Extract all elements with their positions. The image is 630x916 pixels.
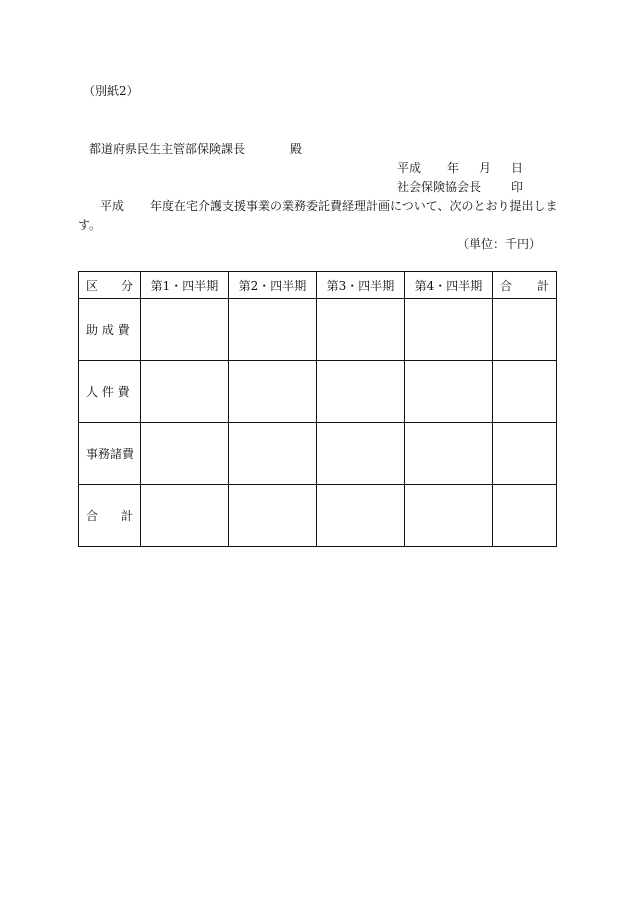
cell-total-q2[interactable] bbox=[229, 485, 317, 547]
sender-seal: 印 bbox=[511, 180, 524, 194]
cell-subsidy-q1[interactable] bbox=[141, 299, 229, 361]
header-q4: 第4・四半期 bbox=[405, 272, 493, 299]
table-header-row bbox=[79, 272, 557, 299]
expense-plan-table bbox=[78, 271, 557, 547]
table-row bbox=[79, 361, 557, 423]
cell-personnel-q4[interactable] bbox=[405, 361, 493, 423]
cell-subsidy-q3[interactable] bbox=[317, 299, 405, 361]
table-row bbox=[79, 485, 557, 547]
cell-office-total[interactable] bbox=[493, 423, 557, 485]
cell-total-q4[interactable] bbox=[405, 485, 493, 547]
body-line-1 bbox=[100, 199, 558, 213]
header-total-right: 計 bbox=[536, 278, 549, 293]
header-q1: 第1・四半期 bbox=[141, 272, 229, 299]
date-year-label: 年 bbox=[447, 161, 460, 175]
cell-office-q2[interactable] bbox=[229, 423, 317, 485]
header-total bbox=[493, 272, 557, 299]
header-category-left: 区 bbox=[86, 278, 99, 293]
row-total-left: 合 bbox=[86, 509, 99, 523]
row-label-subsidy: 助 成 費 bbox=[79, 299, 141, 361]
header-category bbox=[79, 272, 141, 299]
cell-subsidy-q4[interactable] bbox=[405, 299, 493, 361]
cell-subsidy-total[interactable] bbox=[493, 299, 557, 361]
body-era: 平成 bbox=[100, 199, 125, 213]
date-era: 平成 bbox=[397, 161, 422, 175]
body-line-2: す。 bbox=[78, 218, 102, 232]
date-line bbox=[397, 161, 523, 175]
cell-office-q1[interactable] bbox=[141, 423, 229, 485]
body-text-1: 年度在宅介護支援事業の業務委託費経理計画について、次のとおり提出しま bbox=[150, 199, 558, 213]
cell-total-q1[interactable] bbox=[141, 485, 229, 547]
addressee: 都道府県民生主管部保険課長 bbox=[89, 142, 246, 156]
date-month-label: 月 bbox=[479, 161, 492, 175]
date-day-label: 日 bbox=[511, 161, 524, 175]
table-row bbox=[79, 423, 557, 485]
row-label-personnel: 人 件 費 bbox=[79, 361, 141, 423]
header-category-right: 分 bbox=[120, 278, 133, 293]
cell-personnel-q2[interactable] bbox=[229, 361, 317, 423]
header-q3: 第3・四半期 bbox=[317, 272, 405, 299]
cell-total-total[interactable] bbox=[493, 485, 557, 547]
cell-subsidy-q2[interactable] bbox=[229, 299, 317, 361]
cell-office-q3[interactable] bbox=[317, 423, 405, 485]
sender-name: 社会保険協会長 bbox=[397, 180, 482, 194]
header-q2: 第2・四半期 bbox=[229, 272, 317, 299]
row-label-office-expenses: 事務諸費 bbox=[79, 423, 141, 485]
table-row bbox=[79, 299, 557, 361]
attachment-label: （別紙2） bbox=[83, 84, 139, 98]
header-total-left: 合 bbox=[500, 278, 513, 293]
cell-office-q4[interactable] bbox=[405, 423, 493, 485]
row-label-total bbox=[79, 485, 141, 547]
cell-personnel-q3[interactable] bbox=[317, 361, 405, 423]
row-total-right: 計 bbox=[120, 509, 133, 523]
addressee-suffix: 殿 bbox=[290, 142, 303, 156]
cell-personnel-q1[interactable] bbox=[141, 361, 229, 423]
sender-line bbox=[397, 180, 523, 194]
cell-total-q3[interactable] bbox=[317, 485, 405, 547]
unit-note: （単位：千円） bbox=[457, 237, 542, 251]
cell-personnel-total[interactable] bbox=[493, 361, 557, 423]
